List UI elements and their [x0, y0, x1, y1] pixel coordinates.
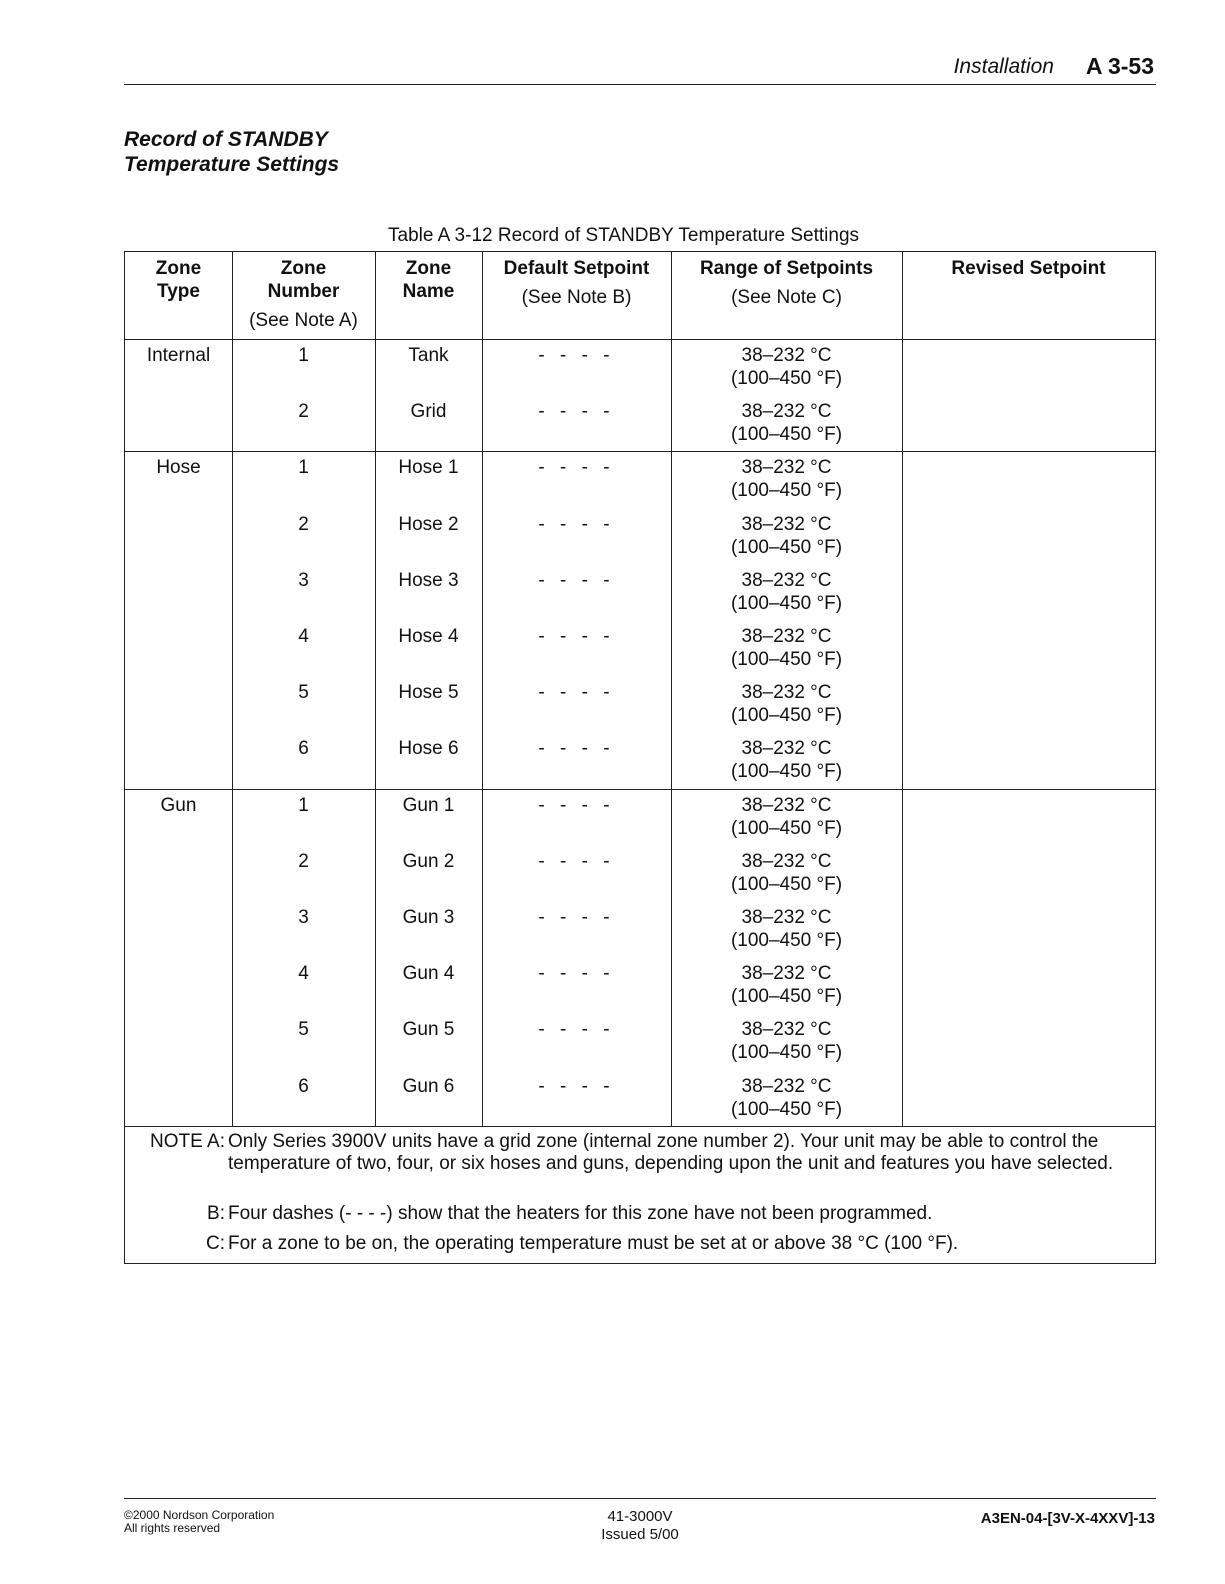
default-setpoint-cell: - - - -	[538, 457, 615, 479]
footer-doc-number	[560, 1508, 720, 1544]
zone-number-cell: 1	[298, 794, 309, 816]
column-header-title: Type	[157, 281, 200, 302]
column-header-title: Range of Setpoints	[699, 258, 874, 279]
setpoint-range-line: (100–450 °F)	[730, 649, 843, 670]
setpoint-range-cell	[671, 1075, 902, 1121]
zone-number-cell: 6	[298, 1075, 309, 1097]
zone-number-cell: 5	[298, 1019, 309, 1041]
column-header-title: Revised Setpoint	[951, 258, 1106, 279]
zone-number-cell: 5	[298, 682, 309, 704]
zone-number-cell: 2	[298, 850, 309, 872]
setpoint-range-cell	[671, 962, 902, 1008]
zone-name-cell: Gun 6	[402, 1075, 455, 1097]
column-header-note: (See Note C)	[731, 287, 842, 308]
setpoint-range-cell	[671, 906, 902, 952]
zone-number-cell: 3	[298, 907, 309, 928]
zone-name-cell: Hose 3	[398, 569, 459, 591]
revised-setpoint-cell	[902, 1075, 1155, 1121]
zone-name-cell: Gun 4	[402, 963, 455, 985]
setpoint-range-cell	[671, 737, 902, 783]
column-header-note: (See Note A)	[249, 310, 358, 331]
setpoint-range-cell	[671, 1018, 902, 1064]
revised-setpoint-cell	[902, 1018, 1155, 1064]
setpoint-range-line: 38–232 °C	[741, 738, 832, 760]
zone-type-cell: Hose	[156, 457, 201, 479]
setpoint-range-line: (100–450 °F)	[730, 761, 843, 783]
setpoint-range-cell	[671, 456, 902, 502]
rights-line: All rights reserved	[124, 1521, 221, 1535]
revised-setpoint-cell	[902, 569, 1155, 615]
setpoint-range-cell	[671, 344, 902, 390]
zone-name-cell: Grid	[410, 401, 447, 423]
setpoint-range-cell	[671, 400, 902, 446]
column-header	[482, 257, 671, 309]
setpoint-range-line: (100–450 °F)	[730, 536, 843, 558]
zone-name-cell: Hose 5	[398, 682, 459, 704]
note-label: B:	[207, 1203, 225, 1224]
column-header-title: Name	[402, 281, 455, 302]
column-header-title: Default Setpoint	[503, 258, 650, 279]
revised-setpoint-cell	[902, 850, 1155, 896]
default-setpoint-cell: - - - -	[538, 569, 615, 591]
revised-setpoint-cell	[902, 681, 1155, 727]
zone-name-cell: Gun 2	[402, 850, 455, 872]
revised-setpoint-cell	[902, 456, 1155, 502]
setpoint-range-line: 38–232 °C	[741, 457, 832, 479]
revised-setpoint-cell	[902, 625, 1155, 671]
section-name: Installation	[953, 55, 1054, 78]
default-setpoint-cell: - - - -	[538, 513, 615, 535]
revised-setpoint-cell	[902, 344, 1155, 390]
zone-type-cell: Internal	[146, 345, 211, 366]
default-setpoint-cell: - - - -	[538, 682, 615, 704]
setpoint-range-line: 38–232 °C	[741, 963, 832, 985]
column-header-note: (See Note B)	[521, 287, 632, 308]
setpoint-range-line: (100–450 °F)	[730, 424, 843, 446]
setpoint-range-cell	[671, 625, 902, 671]
setpoint-range-cell	[671, 513, 902, 559]
page-title-line: Temperature Settings	[124, 153, 340, 176]
setpoint-range-line: (100–450 °F)	[730, 930, 843, 951]
group-divider	[125, 451, 1155, 452]
setpoint-range-line: 38–232 °C	[741, 907, 832, 928]
setpoint-range-line: (100–450 °F)	[730, 1098, 843, 1120]
default-setpoint-cell: - - - -	[538, 1019, 615, 1041]
zone-name-cell: Gun 3	[402, 907, 455, 928]
column-header-title: Number	[267, 281, 340, 302]
note-label: NOTE A:	[150, 1131, 225, 1152]
zone-name-cell: Hose 4	[398, 626, 459, 647]
default-setpoint-cell: - - - -	[538, 345, 615, 366]
zone-number-cell: 1	[298, 345, 309, 366]
setpoint-range-cell	[671, 569, 902, 615]
setpoint-range-line: 38–232 °C	[741, 1075, 832, 1097]
header-divider	[125, 339, 1155, 340]
setpoint-range-line: 38–232 °C	[741, 794, 832, 816]
copyright-line: ©2000 Nordson Corporation	[124, 1508, 275, 1522]
column-header	[375, 257, 482, 303]
column-header-title: Zone	[155, 258, 202, 279]
default-setpoint-cell: - - - -	[538, 626, 615, 647]
group-divider	[125, 789, 1155, 790]
table-caption: Table A 3-12 Record of STANDBY Temperature Settings	[388, 225, 860, 246]
zone-number-cell: 2	[298, 401, 309, 423]
zone-name-cell: Tank	[408, 345, 449, 366]
standby-temperature-table	[124, 251, 1156, 1127]
table-notes	[124, 1126, 1156, 1264]
note-text: For a zone to be on, the operating temperature must be set at or above 38 °C (100 °F).	[228, 1233, 959, 1254]
default-setpoint-cell: - - - -	[538, 963, 615, 985]
column-header-title: Zone	[405, 258, 452, 279]
setpoint-range-line: 38–232 °C	[741, 1019, 832, 1041]
footer-copyright	[124, 1509, 274, 1535]
note-text: Only Series 3900V units have a grid zone (internal zone number 2). Your unit may be able to control the temperature of two, four, or six hoses and guns, depending upon the unit and features you have selected.	[228, 1131, 1114, 1174]
default-setpoint-cell: - - - -	[538, 850, 615, 872]
revised-setpoint-cell	[902, 400, 1155, 446]
doc-number: 41-3000V	[607, 1508, 673, 1525]
default-setpoint-cell: - - - -	[538, 907, 615, 928]
note-text: Four dashes (- - - -) show that the heaters for this zone have not been programmed.	[228, 1203, 933, 1224]
revised-setpoint-cell	[902, 794, 1155, 840]
setpoint-range-line: 38–232 °C	[741, 569, 832, 591]
column-header-title: Zone	[280, 258, 327, 279]
setpoint-range-cell	[671, 794, 902, 840]
zone-name-cell: Hose 6	[398, 738, 459, 760]
column-header	[232, 257, 375, 332]
revised-setpoint-cell	[902, 906, 1155, 952]
page-number: A 3-53	[1085, 53, 1154, 79]
issue-date: Issued 5/00	[601, 1526, 679, 1543]
note-label: C:	[206, 1233, 225, 1254]
setpoint-range-line: (100–450 °F)	[730, 368, 843, 389]
zone-name-cell: Hose 2	[398, 513, 459, 535]
setpoint-range-line: (100–450 °F)	[730, 873, 843, 895]
setpoint-range-line: (100–450 °F)	[730, 480, 843, 502]
zone-type-cell: Gun	[160, 794, 197, 816]
zone-number-cell: 3	[298, 569, 309, 591]
setpoint-range-cell	[671, 850, 902, 896]
setpoint-range-line: 38–232 °C	[741, 626, 832, 647]
footer-divider	[124, 1498, 1156, 1499]
zone-name-cell: Gun 1	[402, 794, 455, 816]
zone-number-cell: 6	[298, 738, 309, 760]
zone-number-cell: 2	[298, 513, 309, 535]
column-header	[902, 257, 1155, 280]
zone-number-cell: 4	[298, 626, 309, 647]
setpoint-range-line: (100–450 °F)	[730, 705, 843, 727]
setpoint-range-line: 38–232 °C	[741, 850, 832, 872]
revised-setpoint-cell	[902, 962, 1155, 1008]
default-setpoint-cell: - - - -	[538, 401, 615, 423]
setpoint-range-line: 38–232 °C	[741, 513, 832, 535]
default-setpoint-cell: - - - -	[538, 1075, 615, 1097]
column-header	[671, 257, 902, 309]
zone-name-cell: Hose 1	[398, 457, 459, 479]
setpoint-range-cell	[671, 681, 902, 727]
default-setpoint-cell: - - - -	[538, 738, 615, 760]
setpoint-range-line: (100–450 °F)	[730, 986, 843, 1008]
default-setpoint-cell: - - - -	[538, 794, 615, 816]
setpoint-range-line: 38–232 °C	[741, 401, 832, 423]
page-title	[124, 127, 339, 177]
zone-number-cell: 1	[298, 457, 309, 479]
page-header	[124, 52, 1156, 85]
setpoint-range-line: 38–232 °C	[741, 345, 832, 366]
setpoint-range-line: (100–450 °F)	[730, 1042, 843, 1064]
zone-number-cell: 4	[298, 963, 309, 985]
page-title-line: Record of STANDBY	[124, 128, 328, 151]
footer-code: A3EN-04-[3V-X-4XXV]-13	[980, 1510, 1155, 1527]
revised-setpoint-cell	[902, 513, 1155, 559]
setpoint-range-line: (100–450 °F)	[730, 817, 843, 839]
setpoint-range-line: (100–450 °F)	[730, 592, 843, 614]
setpoint-range-line: 38–232 °C	[741, 682, 832, 704]
zone-name-cell: Gun 5	[402, 1019, 455, 1041]
revised-setpoint-cell	[902, 737, 1155, 783]
column-header	[125, 257, 232, 303]
